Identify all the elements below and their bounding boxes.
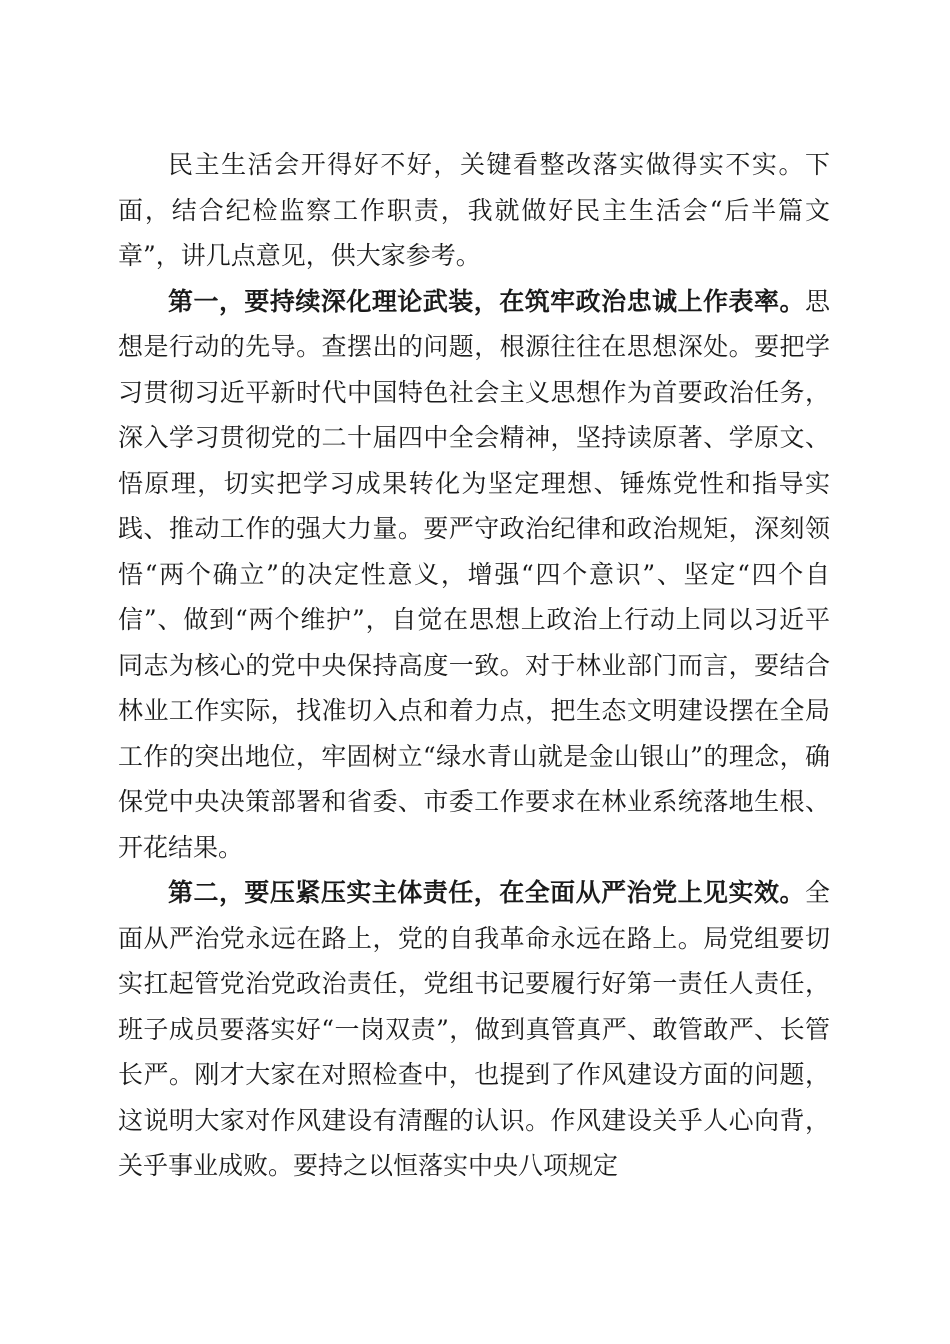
paragraph-text: 民主生活会开得好不好，关键看整改落实做得实不实。下面，结合纪检监察工作职责，我就做好民主生活会“后半篇文章”，讲几点意见，供大家参考。 [118, 150, 830, 270]
document-body [118, 142, 830, 1189]
paragraph-text: 思想是行动的先导。查摆出的问题，根源往往在思想深处。要把学习贯彻习近平新时代中国特色社会主义思想作为首要政治任务，深入学习贯彻党的二十届四中全会精神，坚持读原著、学原文、悟原理，切实把学习成果转化为坚定理想、锤炼党性和指导实践、推动工作的强大力量。要严守政治纪律和政治规矩，深刻领悟“两个确立”的决定性意义，增强“四个意识”、坚定“四个自信”、做到“两个维护”，自觉在思想上政治上行动上同以习近平同志为核心的党中央保持高度一致。对于林业部门而言，要结合林业工作实际，找准切入点和着力点，把生态文明建设摆在全局工作的突出地位，牢固树立“绿水青山就是金山银山”的理念，确保党中央决策部署和省委、市委工作要求在林业系统落地生根、开花结果。 [118, 286, 830, 862]
paragraph-intro [118, 142, 830, 279]
paragraph-second-point [118, 870, 830, 1189]
paragraph-text: 全面从严治党永远在路上，党的自我革命永远在路上。局党组要切实扛起管党治党政治责任，党组书记要履行好第一责任人责任，班子成员要落实好“一岗双责”，做到真管真严、敢管敢严、长管长严。刚才大家在对照检查中，也提到了作风建设方面的问题，这说明大家对作风建设有清醒的认识。作风建设关乎人心向背，关乎事业成败。要持之以恒落实中央八项规定 [118, 878, 830, 1180]
paragraph-lead: 第一，要持续深化理论武装，在筑牢政治忠诚上作表率。 [168, 286, 805, 316]
paragraph-first-point [118, 279, 830, 871]
paragraph-lead: 第二，要压紧压实主体责任，在全面从严治党上见实效。 [168, 878, 805, 907]
